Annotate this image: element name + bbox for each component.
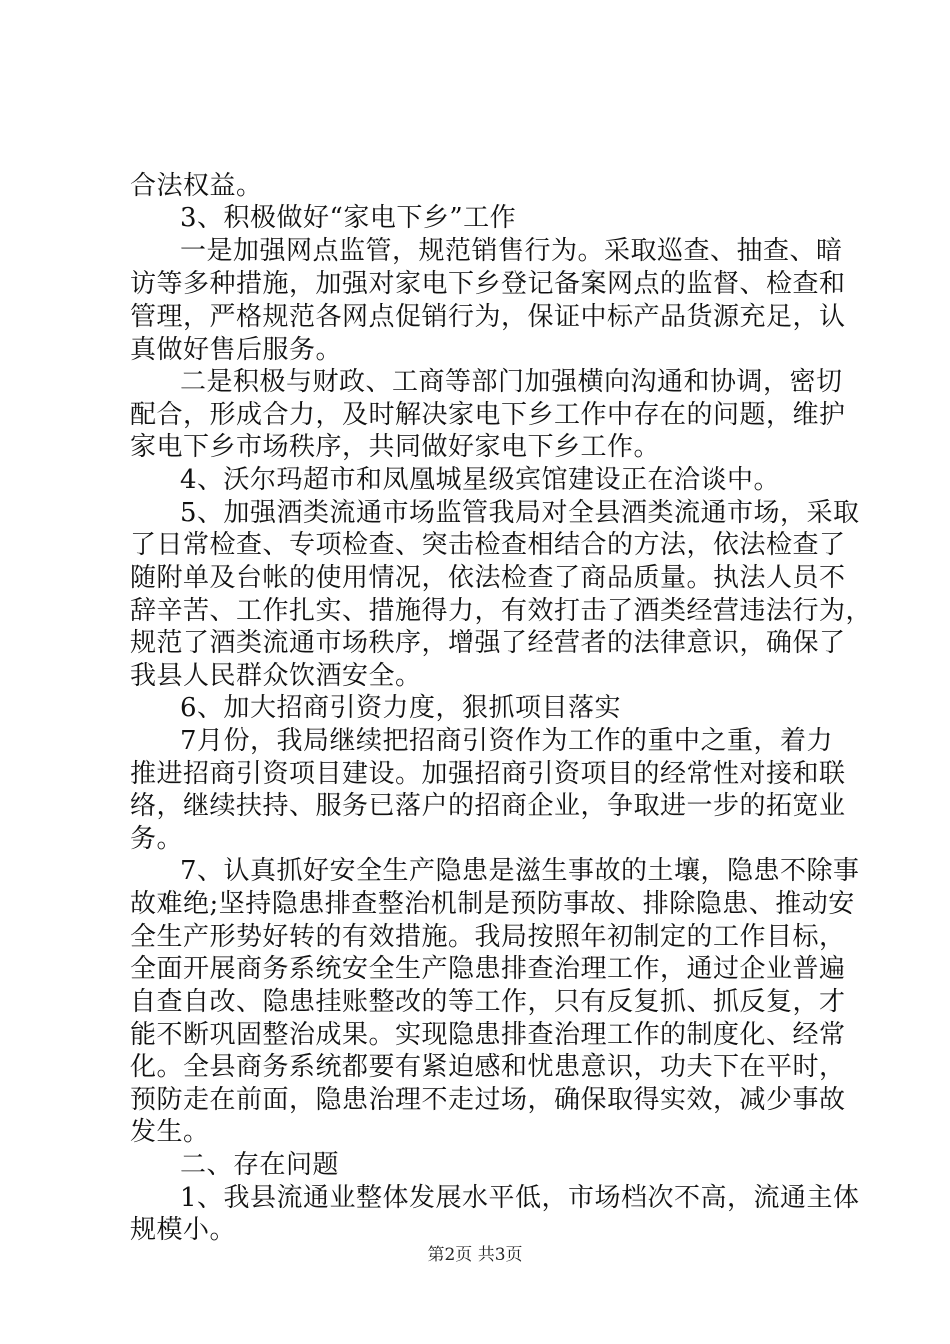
text-line: 合法权益。	[130, 171, 263, 201]
text-line: 7月份，我局继续把招商引资作为工作的重中之重，着力	[180, 726, 834, 756]
section-heading: 二、存在问题	[180, 1150, 340, 1180]
text-line: 预防走在前面，隐患治理不走过场，确保取得实效，减少事故	[130, 1085, 846, 1115]
text-line: 能不断巩固整治成果。实现隐患排查治理工作的制度化、经常	[130, 1020, 846, 1050]
text-line: 自查自改、隐患挂账整改的等工作，只有反复抓、抓反复，才	[130, 987, 846, 1017]
section-heading: 3、积极做好“家电下乡”工作	[180, 203, 517, 233]
text-line: 规模小。	[130, 1215, 237, 1245]
text-line: 二是积极与财政、工商等部门加强横向沟通和协调，密切	[180, 367, 843, 397]
text-line: 全生产形势好转的有效措施。我局按照年初制定的工作目标，	[130, 922, 846, 952]
text-line: 家电下乡市场秩序，共同做好家电下乡工作。	[130, 432, 661, 462]
text-line: 故难绝;坚持隐患排查整治机制是预防事故、排除隐患、推动安	[130, 889, 855, 919]
text-line: 发生。	[130, 1117, 210, 1147]
text-line: 规范了酒类流通市场秩序，增强了经营者的法律意识，确保了	[130, 628, 846, 658]
text-line: 络，继续扶持、服务已落户的招商企业，争取进一步的拓宽业	[130, 791, 846, 821]
text-line: 随附单及台帐的使用情况，依法检查了商品质量。执法人员不	[130, 563, 846, 593]
text-line: 7、认真抓好安全生产隐患是滋生事故的土壤，隐患不除事	[180, 856, 860, 886]
text-line: 1、我县流通业整体发展水平低，市场档次不高，流通主体	[180, 1183, 860, 1213]
text-line: 配合，形成合力，及时解决家电下乡工作中存在的问题，维护	[130, 400, 846, 430]
text-line: 4、沃尔玛超市和凤凰城星级宾馆建设正在洽谈中。	[180, 465, 781, 495]
section-heading: 6、加大招商引资力度，狠抓项目落实	[180, 693, 622, 723]
text-line: 访等多种措施，加强对家电下乡登记备案网点的监督、检查和	[130, 269, 846, 299]
text-line: 了日常检查、专项检查、突击检查相结合的方法，依法检查了	[130, 530, 846, 560]
text-line: 化。全县商务系统都要有紧迫感和忧患意识，功夫下在平时，	[130, 1052, 846, 1082]
text-line: 5、加强酒类流通市场监管我局对全县酒类流通市场，采取	[180, 498, 860, 528]
text-line: 一是加强网点监管，规范销售行为。采取巡查、抽查、暗	[180, 236, 843, 266]
text-line: 务。	[130, 824, 184, 854]
text-line: 真做好售后服务。	[130, 335, 343, 365]
text-line: 全面开展商务系统安全生产隐患排查治理工作，通过企业普遍	[130, 954, 846, 984]
page-number-footer: 第2页 共3页	[427, 1245, 523, 1265]
text-line: 辞辛苦、工作扎实、措施得力，有效打击了酒类经营违法行为，	[130, 596, 873, 626]
text-line: 我县人民群众饮酒安全。	[130, 661, 422, 691]
text-line: 推进招商引资项目建设。加强招商引资项目的经常性对接和联	[130, 759, 846, 789]
text-line: 管理，严格规范各网点促销行为，保证中标产品货源充足，认	[130, 302, 846, 332]
